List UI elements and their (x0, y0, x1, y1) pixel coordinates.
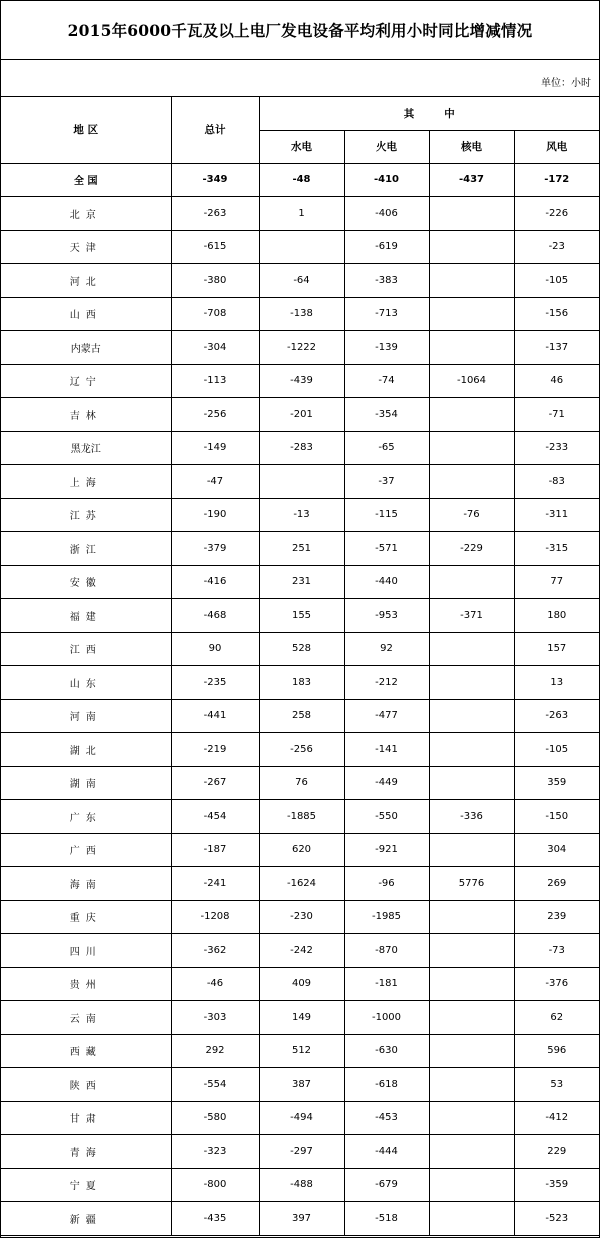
cell-nuclear (429, 766, 514, 800)
cell-thermal: -713 (344, 297, 429, 331)
table-row (1, 800, 599, 834)
cell-region: 上海 (1, 465, 171, 499)
data-table (1, 97, 599, 1236)
cell-wind: -359 (514, 1168, 599, 1202)
cell-region: 重庆 (1, 900, 171, 934)
cell-hydro: -13 (259, 498, 344, 532)
cell-hydro: -201 (259, 398, 344, 432)
cell-total: -149 (171, 431, 259, 465)
cell-nuclear (429, 1068, 514, 1102)
cell-wind: -412 (514, 1101, 599, 1135)
cell-hydro: -64 (259, 264, 344, 298)
cell-wind: -172 (514, 163, 599, 197)
cell-wind: -376 (514, 967, 599, 1001)
cell-hydro: 1 (259, 197, 344, 231)
cell-hydro: -297 (259, 1135, 344, 1169)
cell-total: -380 (171, 264, 259, 298)
cell-region: 青海 (1, 1135, 171, 1169)
cell-hydro: 409 (259, 967, 344, 1001)
cell-wind: 53 (514, 1068, 599, 1102)
cell-region: 广东 (1, 800, 171, 834)
cell-thermal: -449 (344, 766, 429, 800)
cell-thermal: -141 (344, 733, 429, 767)
cell-region: 广西 (1, 833, 171, 867)
cell-region: 山西 (1, 297, 171, 331)
cell-nuclear (429, 1034, 514, 1068)
cell-wind: 269 (514, 867, 599, 901)
cell-nuclear: -76 (429, 498, 514, 532)
cell-total: -379 (171, 532, 259, 566)
cell-wind: -263 (514, 699, 599, 733)
cell-hydro: -1885 (259, 800, 344, 834)
cell-wind: -105 (514, 733, 599, 767)
header-thermal: 火电 (344, 130, 429, 163)
cell-thermal: -65 (344, 431, 429, 465)
header-total: 总计 (171, 97, 259, 163)
cell-total: -800 (171, 1168, 259, 1202)
cell-total: -323 (171, 1135, 259, 1169)
cell-hydro: -256 (259, 733, 344, 767)
cell-wind: 596 (514, 1034, 599, 1068)
cell-nuclear (429, 632, 514, 666)
cell-total: -256 (171, 398, 259, 432)
cell-hydro: 149 (259, 1001, 344, 1035)
cell-total: -241 (171, 867, 259, 901)
cell-hydro: 183 (259, 666, 344, 700)
cell-total: -708 (171, 297, 259, 331)
cell-nuclear: -371 (429, 599, 514, 633)
cell-hydro: -138 (259, 297, 344, 331)
table-row (1, 364, 599, 398)
table-row (1, 766, 599, 800)
cell-nuclear (429, 565, 514, 599)
cell-thermal: -1000 (344, 1001, 429, 1035)
cell-total: -580 (171, 1101, 259, 1135)
cell-thermal: -477 (344, 699, 429, 733)
cell-total: -46 (171, 967, 259, 1001)
header-of-which (259, 97, 599, 130)
cell-wind: -156 (514, 297, 599, 331)
cell-hydro: -48 (259, 163, 344, 197)
cell-thermal: -453 (344, 1101, 429, 1135)
cell-nuclear (429, 1202, 514, 1236)
cell-region: 安徽 (1, 565, 171, 599)
cell-hydro: 251 (259, 532, 344, 566)
cell-region: 北京 (1, 197, 171, 231)
cell-thermal: -679 (344, 1168, 429, 1202)
table-row (1, 733, 599, 767)
cell-nuclear (429, 934, 514, 968)
cell-thermal: -181 (344, 967, 429, 1001)
cell-nuclear (429, 699, 514, 733)
cell-hydro: 387 (259, 1068, 344, 1102)
cell-hydro: -494 (259, 1101, 344, 1135)
cell-thermal: -354 (344, 398, 429, 432)
table-row (1, 900, 599, 934)
cell-thermal: -571 (344, 532, 429, 566)
cell-nuclear (429, 1168, 514, 1202)
table-row (1, 1034, 599, 1068)
cell-hydro (259, 230, 344, 264)
cell-total: -303 (171, 1001, 259, 1035)
table-row-national (1, 163, 599, 197)
table-row (1, 465, 599, 499)
unit-label: 单位：小时 (541, 78, 591, 89)
cell-wind: -233 (514, 431, 599, 465)
cell-total: 292 (171, 1034, 259, 1068)
cell-nuclear (429, 833, 514, 867)
cell-thermal: -953 (344, 599, 429, 633)
cell-wind: 359 (514, 766, 599, 800)
cell-region: 陕西 (1, 1068, 171, 1102)
table-row (1, 967, 599, 1001)
cell-wind: -137 (514, 331, 599, 365)
cell-region: 吉林 (1, 398, 171, 432)
cell-hydro (259, 465, 344, 499)
cell-region: 四川 (1, 934, 171, 968)
cell-region: 江苏 (1, 498, 171, 532)
cell-wind: 62 (514, 1001, 599, 1035)
cell-nuclear (429, 431, 514, 465)
cell-nuclear (429, 1101, 514, 1135)
cell-wind: -311 (514, 498, 599, 532)
cell-hydro: -283 (259, 431, 344, 465)
cell-region: 内蒙古 (1, 331, 171, 365)
cell-total: -454 (171, 800, 259, 834)
cell-nuclear (429, 900, 514, 934)
table-row (1, 833, 599, 867)
table-row (1, 230, 599, 264)
title-bar (1, 1, 599, 60)
cell-thermal: -410 (344, 163, 429, 197)
cell-total: -615 (171, 230, 259, 264)
cell-hydro: 620 (259, 833, 344, 867)
table-row (1, 264, 599, 298)
cell-nuclear: -437 (429, 163, 514, 197)
cell-region: 河南 (1, 699, 171, 733)
cell-nuclear (429, 1001, 514, 1035)
header-of-which-left: 其 (403, 107, 415, 120)
table-row (1, 532, 599, 566)
cell-nuclear (429, 967, 514, 1001)
cell-hydro: -242 (259, 934, 344, 968)
cell-region: 天津 (1, 230, 171, 264)
cell-thermal: -212 (344, 666, 429, 700)
cell-wind: -73 (514, 934, 599, 968)
header-hydro: 水电 (259, 130, 344, 163)
page-title: 2015年6000千瓦及以上电厂发电设备平均利用小时同比增减情况 (67, 21, 533, 40)
cell-nuclear (429, 230, 514, 264)
table-row (1, 699, 599, 733)
cell-region: 全 国 (1, 163, 171, 197)
cell-nuclear: -229 (429, 532, 514, 566)
cell-thermal: -619 (344, 230, 429, 264)
cell-wind: -71 (514, 398, 599, 432)
cell-total: -113 (171, 364, 259, 398)
cell-wind: -105 (514, 264, 599, 298)
table-row (1, 1101, 599, 1135)
cell-thermal: -618 (344, 1068, 429, 1102)
table-row (1, 1168, 599, 1202)
cell-wind: -83 (514, 465, 599, 499)
table-row (1, 431, 599, 465)
cell-total: -304 (171, 331, 259, 365)
cell-region: 江西 (1, 632, 171, 666)
cell-region: 浙江 (1, 532, 171, 566)
cell-total: -187 (171, 833, 259, 867)
table-row (1, 934, 599, 968)
table-row (1, 1135, 599, 1169)
cell-total: -47 (171, 465, 259, 499)
cell-total: -219 (171, 733, 259, 767)
cell-total: -349 (171, 163, 259, 197)
cell-total: -1208 (171, 900, 259, 934)
cell-hydro: -1222 (259, 331, 344, 365)
cell-hydro: 155 (259, 599, 344, 633)
cell-thermal: -1985 (344, 900, 429, 934)
table-row (1, 398, 599, 432)
cell-hydro: 258 (259, 699, 344, 733)
cell-region: 辽宁 (1, 364, 171, 398)
table-row (1, 197, 599, 231)
table-row (1, 331, 599, 365)
cell-wind: 157 (514, 632, 599, 666)
cell-thermal: -550 (344, 800, 429, 834)
cell-wind: -23 (514, 230, 599, 264)
cell-thermal: -139 (344, 331, 429, 365)
cell-nuclear: 5776 (429, 867, 514, 901)
cell-nuclear (429, 1135, 514, 1169)
table-row (1, 632, 599, 666)
cell-thermal: -630 (344, 1034, 429, 1068)
cell-region: 贵州 (1, 967, 171, 1001)
cell-thermal: -74 (344, 364, 429, 398)
cell-region: 甘肃 (1, 1101, 171, 1135)
cell-total: -435 (171, 1202, 259, 1236)
cell-thermal: -406 (344, 197, 429, 231)
cell-hydro: 76 (259, 766, 344, 800)
cell-nuclear (429, 465, 514, 499)
header-of-which-right: 中 (444, 107, 455, 120)
unit-bar (1, 60, 599, 97)
cell-wind: 304 (514, 833, 599, 867)
cell-wind: 77 (514, 565, 599, 599)
cell-wind: 180 (514, 599, 599, 633)
cell-thermal: -440 (344, 565, 429, 599)
header-wind: 风电 (514, 130, 599, 163)
cell-hydro: 512 (259, 1034, 344, 1068)
cell-nuclear: -336 (429, 800, 514, 834)
cell-hydro: 528 (259, 632, 344, 666)
cell-wind: -150 (514, 800, 599, 834)
cell-thermal: -96 (344, 867, 429, 901)
cell-thermal: -115 (344, 498, 429, 532)
cell-total: -263 (171, 197, 259, 231)
cell-wind: 239 (514, 900, 599, 934)
cell-total: -190 (171, 498, 259, 532)
cell-wind: -523 (514, 1202, 599, 1236)
cell-wind: 229 (514, 1135, 599, 1169)
cell-thermal: -37 (344, 465, 429, 499)
cell-region: 云南 (1, 1001, 171, 1035)
cell-hydro: -1624 (259, 867, 344, 901)
cell-region: 山东 (1, 666, 171, 700)
cell-thermal: -444 (344, 1135, 429, 1169)
cell-hydro: -439 (259, 364, 344, 398)
cell-wind: -315 (514, 532, 599, 566)
cell-total: -554 (171, 1068, 259, 1102)
cell-region: 西藏 (1, 1034, 171, 1068)
cell-region: 湖南 (1, 766, 171, 800)
cell-total: -441 (171, 699, 259, 733)
cell-hydro: -230 (259, 900, 344, 934)
cell-hydro: -488 (259, 1168, 344, 1202)
cell-nuclear: -1064 (429, 364, 514, 398)
table-row (1, 1068, 599, 1102)
cell-hydro: 231 (259, 565, 344, 599)
cell-region: 河北 (1, 264, 171, 298)
table-row (1, 599, 599, 633)
table-row (1, 1202, 599, 1236)
cell-thermal: -870 (344, 934, 429, 968)
cell-total: -468 (171, 599, 259, 633)
cell-nuclear (429, 264, 514, 298)
cell-hydro: 397 (259, 1202, 344, 1236)
header-nuclear: 核电 (429, 130, 514, 163)
table-row (1, 666, 599, 700)
cell-nuclear (429, 197, 514, 231)
cell-thermal: 92 (344, 632, 429, 666)
table-row (1, 1001, 599, 1035)
cell-total: -416 (171, 565, 259, 599)
cell-region: 湖北 (1, 733, 171, 767)
cell-total: -235 (171, 666, 259, 700)
cell-nuclear (429, 733, 514, 767)
cell-thermal: -518 (344, 1202, 429, 1236)
cell-nuclear (429, 398, 514, 432)
table-row (1, 565, 599, 599)
cell-wind: 13 (514, 666, 599, 700)
table-row (1, 498, 599, 532)
cell-region: 新疆 (1, 1202, 171, 1236)
cell-region: 黑龙江 (1, 431, 171, 465)
cell-wind: -226 (514, 197, 599, 231)
cell-region: 福建 (1, 599, 171, 633)
cell-nuclear (429, 331, 514, 365)
cell-total: -267 (171, 766, 259, 800)
cell-region: 宁夏 (1, 1168, 171, 1202)
cell-thermal: -921 (344, 833, 429, 867)
cell-total: -362 (171, 934, 259, 968)
cell-nuclear (429, 297, 514, 331)
cell-region: 海南 (1, 867, 171, 901)
table-row (1, 867, 599, 901)
header-region: 地 区 (1, 97, 171, 163)
cell-total: 90 (171, 632, 259, 666)
cell-nuclear (429, 666, 514, 700)
cell-wind: 46 (514, 364, 599, 398)
cell-thermal: -383 (344, 264, 429, 298)
table-row (1, 297, 599, 331)
